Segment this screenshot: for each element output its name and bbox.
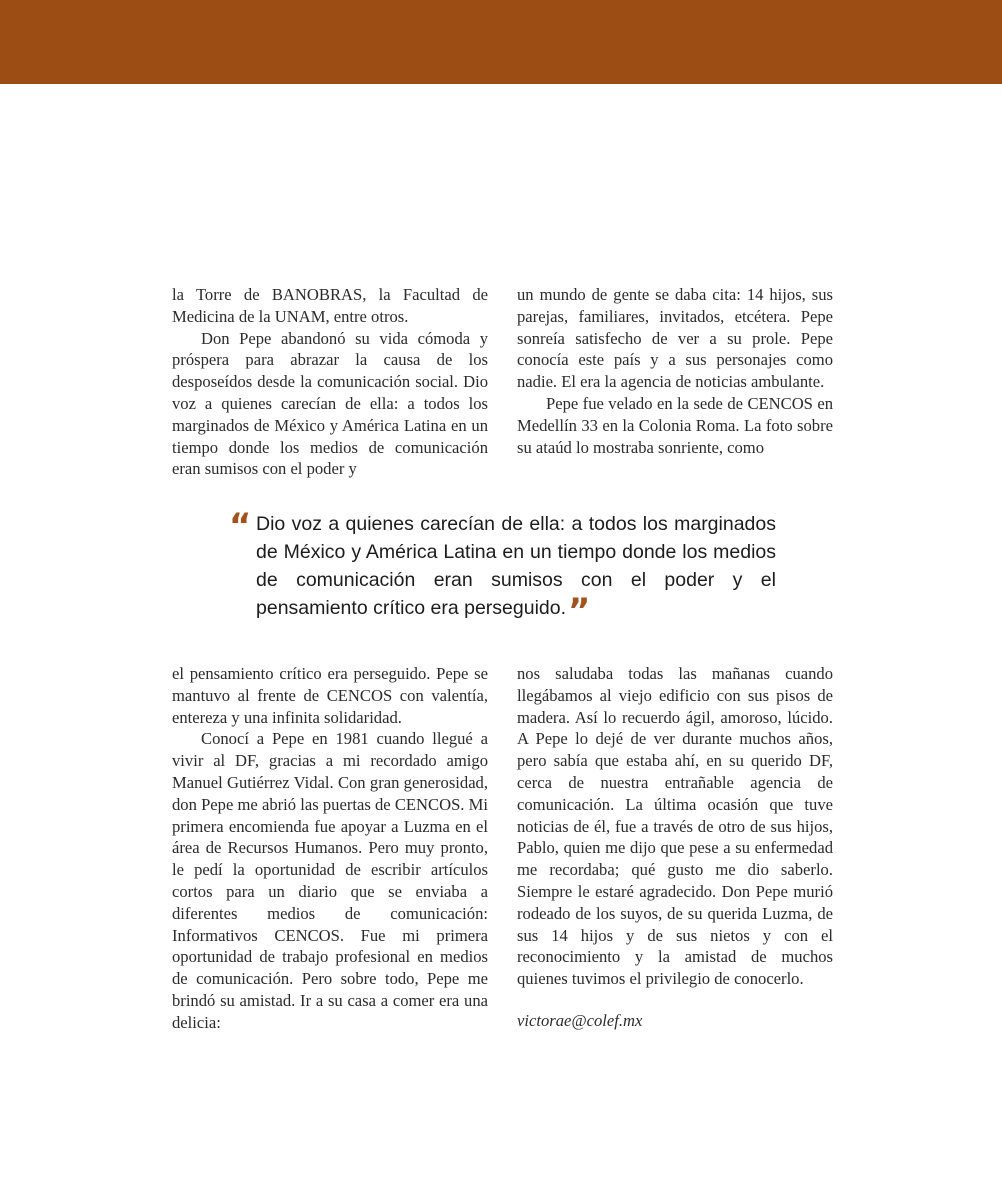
author-email[interactable]: victorae@colef.mx: [517, 1010, 643, 1030]
paragraph: el pensamiento crítico era perseguido. Pepe se mantuvo al frente de CENCOS con valentía, entereza y una infinita solidaridad.: [172, 664, 488, 727]
text-column-bottom-left: [172, 663, 488, 1034]
paragraph: Conocí a Pepe en 1981 cuando llegué a vivir al DF, gracias a mi recordado amigo Manuel Gutiérrez Vidal. Con gran generosidad, don Pepe me abrió las puertas de CENCOS. Mi primera encomienda fue apoyar a Luzma en el área de Recursos Humanos. Pero muy pronto, le pedí la oportunidad de escribir artículos cortos para un diario que se enviaba a diferentes medios de comunicación: Informativos CENCOS. Fue mi primera oportunidad de trabajo profesional en medios de comunicación. Pero sobre todo, Pepe me brindó su amistad. Ir a su casa a comer era una delicia:: [172, 729, 488, 1032]
paragraph: nos saludaba todas las mañanas cuando llegábamos al viejo edificio con sus pisos de madera. Así lo recuerdo ágil, amoroso, lúcido. A Pepe lo dejé de ver durante muchos años, pero sabía que estaba ahí, en su querido DF, cerca de nuestra entrañable agencia de comunicación. La última ocasión que tuve noticias de él, fue a través de otro de sus hijos, Pablo, quien me dijo que pese a su enfermedad me recordaba; qué gusto me dio saberlo. Siempre le estaré agradecido. Don Pepe murió rodeado de los suyos, de su querida Luzma, de sus 14 hijos y de sus nietos y con el reconocimiento y la amistad de muchos quienes tuvimos el privilegio de conocerlo.: [517, 664, 833, 989]
pull-quote-text: Dio voz a quienes carecían de ella: a todos los marginados de México y América Latina en un tiempo donde los medios de comunicación eran sumisos con el poder y el pensamiento crítico era perseguido.: [256, 513, 776, 619]
paragraph: la Torre de BANOBRAS, la Facultad de Medicina de la UNAM, entre otros.: [172, 285, 488, 326]
paragraph: Don Pepe abandonó su vida cómoda y próspera para abrazar la causa de los desposeídos desde la comunicación social. Dio voz a quienes carecían de ella: a todos los marginados de México y América Latina en un tiempo donde los medios de comunicación eran sumisos con el poder y: [172, 328, 488, 479]
text-column-bottom-right: [517, 663, 833, 1032]
header-color-band: [0, 0, 1002, 84]
pull-quote-body: [229, 506, 776, 631]
text-column-top-right: [517, 284, 833, 458]
text-column-top-left: [172, 284, 488, 480]
close-quote-icon: ”: [568, 591, 591, 631]
paragraph: Pepe fue velado en la sede de CENCOS en Medellín 33 en la Colonia Roma. La foto sobre su ataúd lo mostraba sonriente, como: [517, 393, 833, 457]
paragraph: un mundo de gente se daba cita: 14 hijos, sus parejas, familiares, invitados, etcétera. Pepe sonreía satisfecho de ver a su prole. Pepe conocía este país y a sus personajes como nadie. El era la agencia de noticias ambulante.: [517, 285, 833, 392]
pull-quote: “ Dio voz a quienes carecían de ella: a todos los marginados de México y América Latina en un tiempo donde los medios de comunicación eran sumisos con el poder y el pensamiento crítico era perseguido.”: [229, 506, 776, 631]
